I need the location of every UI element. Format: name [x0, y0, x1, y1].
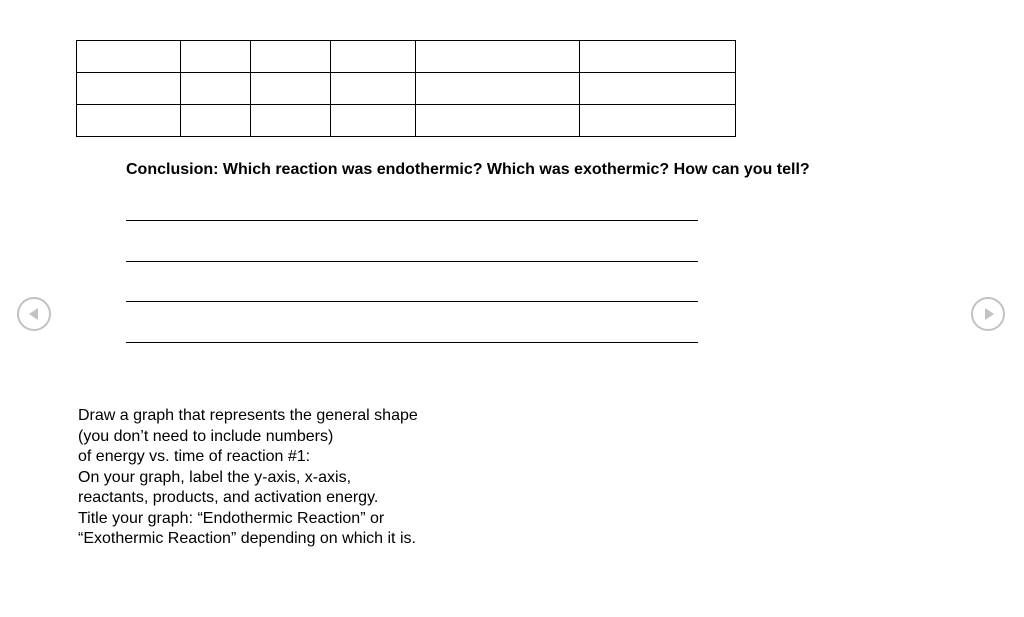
- table-cell: [416, 73, 580, 105]
- answer-line: [126, 342, 698, 343]
- table-cell: [181, 73, 251, 105]
- table-cell: [416, 41, 580, 73]
- table-cell: [251, 105, 331, 137]
- table-cell: [580, 41, 736, 73]
- answer-line: [126, 220, 698, 221]
- instruction-line: “Exothermic Reaction” depending on which it is.: [78, 530, 416, 547]
- table-cell: [77, 73, 181, 105]
- table-cell: [580, 105, 736, 137]
- table-cell: [181, 41, 251, 73]
- chevron-left-icon: [19, 299, 49, 329]
- instruction-line: Title your graph: “Endothermic Reaction” or: [78, 509, 385, 527]
- table-cell: [416, 105, 580, 137]
- graph-instructions: [78, 406, 498, 550]
- instruction-line: Draw a graph that represents the general shape: [78, 407, 418, 424]
- table-cell: [251, 41, 331, 73]
- table-cell: [77, 105, 181, 137]
- answer-line: [126, 261, 698, 262]
- instruction-line: On your graph, label the y-axis, x-axis,: [78, 468, 352, 486]
- table-row: [77, 105, 736, 137]
- table-row: [77, 41, 736, 73]
- data-table: [76, 40, 736, 137]
- table-cell: [181, 105, 251, 137]
- instruction-line: (you don’t need to include numbers): [78, 427, 334, 445]
- table-row: [77, 73, 736, 105]
- previous-slide-button[interactable]: [17, 297, 51, 331]
- instruction-line: reactants, products, and activation energy.: [78, 489, 379, 506]
- instruction-line: of energy vs. time of reaction #1:: [78, 448, 311, 465]
- next-slide-button[interactable]: [971, 297, 1005, 331]
- answer-line: [126, 301, 698, 302]
- chevron-right-icon: [973, 299, 1003, 329]
- table-cell: [331, 41, 416, 73]
- table-cell: [331, 105, 416, 137]
- table-cell: [331, 73, 416, 105]
- table-cell: [251, 73, 331, 105]
- table-cell: [77, 41, 181, 73]
- conclusion-prompt: Conclusion: Which reaction was endothermic? Which was exothermic? How can you tell?: [126, 161, 810, 178]
- table-cell: [580, 73, 736, 105]
